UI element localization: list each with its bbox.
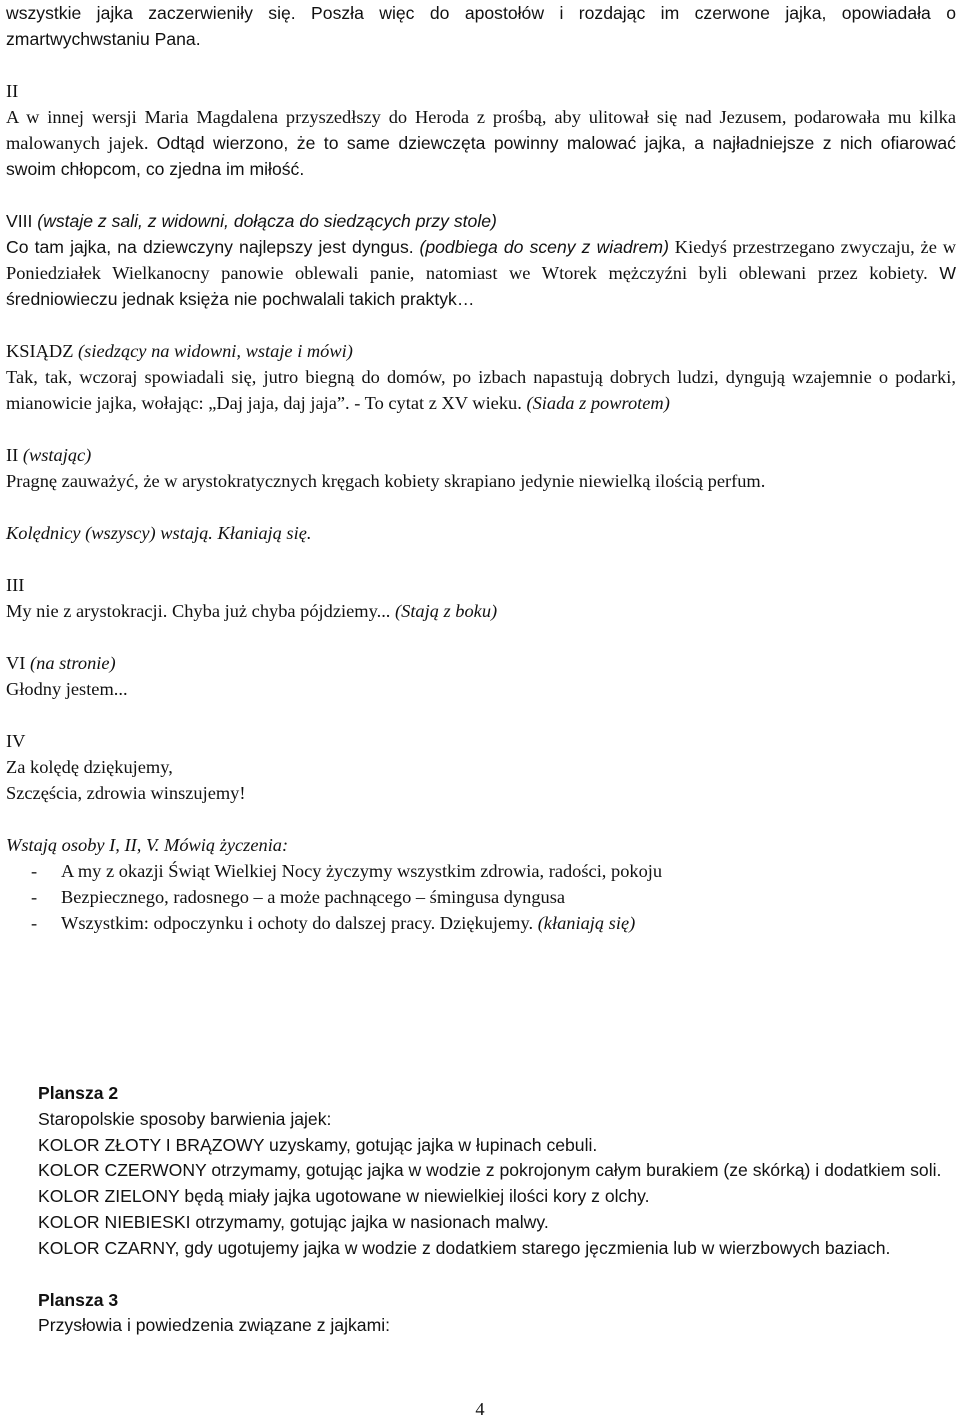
stage-direction: (Stają z boku)	[395, 601, 498, 621]
stage-direction-wstaja: Wstają osoby I, II, V. Mówią życzenia:	[6, 835, 289, 855]
wish-dash: -	[31, 861, 38, 881]
plansze-section	[38, 1081, 956, 1339]
color-item: KOLOR CZERWONY otrzymamy, gotując jajka w wodzie z pokrojonym całym burakiem (ze skórką) i dodatkiem soli.	[38, 1160, 942, 1181]
dialogue-text: My nie z arystokracji. Chyba już chyba pójdziemy... (Stają z boku)	[6, 601, 498, 621]
color-item: KOLOR CZARNY, gdy ugotujemy jajka w wodzie z dodatkiem starego jęczmienia lub w wierzbowych baziach.	[38, 1237, 891, 1258]
speaker-label: III	[6, 575, 25, 595]
speaker-label: VIII	[6, 211, 33, 231]
speaker-line	[6, 650, 956, 676]
dialogue-text: Tak, tak, wczoraj spowiadali się, jutro biegną do domów, po izbach napastują dobrych ludzi, dyngują wzajemnie o podarki, mianowicie jajka, wołając: „Daj jaja, daj jaja”. - To cytat z XV wieku. (Siada z powrotem)	[6, 367, 956, 413]
stage-direction: (podbiega do sceny z wiadrem)	[419, 237, 669, 257]
color-item: KOLOR ZIELONY będą miały jajka ugotowane w niewielkiej ilości kory z olchy.	[38, 1186, 650, 1207]
dialogue-text: A w innej wersji Maria Magdalena przyszedłszy do Heroda z prośbą, aby ulitował się nad Jezusem, podarowała mu kilka malowanych jajek. Odtąd wierzono, że to same dziewczęta powinny malować jajka, a najładniejsze z nich ofiarować swoim chłopcom, co zjedna im miłość.	[6, 107, 956, 179]
verse-line: Za kolędę dziękujemy,	[6, 757, 173, 777]
speaker-label: KSIĄDZ	[6, 341, 74, 361]
speaker-line	[6, 442, 956, 468]
stage-direction: (siedzący na widowni, wstaje i mówi)	[78, 341, 353, 361]
scene-ii-second	[6, 442, 956, 494]
dialogue-text: Co tam jajka, na dziewczyny najlepszy jest dyngus. (podbiega do sceny z wiadrem) Kiedyś przestrzegano zwyczaju, że w Poniedziałek Wielkanocny panowie oblewali panie, natomiast we Wtorek mężczyźni byli oblewani przez kobiety. W średniowieczu jednak księża nie pochwalali takich praktyk…	[6, 237, 956, 309]
speaker-label: II	[6, 445, 19, 465]
scene-viii	[6, 208, 956, 312]
scene-vi	[6, 650, 956, 702]
scene-ksiadz	[6, 338, 956, 416]
stage-direction-kolednicy: Kolędnicy (wszyscy) wstają. Kłaniają się.	[6, 523, 312, 543]
stage-direction: (wstaje z sali, z widowni, dołącza do siedzących przy stole)	[37, 211, 497, 231]
wish-text: Bezpiecznego, radosnego – a może pachnącego – śmingusa dyngusa	[61, 887, 566, 907]
speaker-label: IV	[6, 731, 26, 751]
plansza-3	[38, 1288, 956, 1340]
plansza-title: Plansza 2	[38, 1083, 119, 1103]
wish-item	[6, 884, 956, 910]
intro-text: wszystkie jajka zaczerwieniły się. Poszła więc do apostołów i rozdając im czerwone jajka, opowiadała o zmartwychwstaniu Pana.	[6, 3, 956, 49]
dialogue-text: Pragnę zauważyć, że w arystokratycznych kręgach kobiety skrapiano jedynie niewielką ilością perfum.	[6, 471, 766, 491]
wish-text: Wszystkim: odpoczynku i ochoty do dalszej pracy. Dziękujemy. (kłaniają się)	[61, 913, 636, 933]
stage-direction: (na stronie)	[30, 653, 116, 673]
stage-direction: (kłaniają się)	[537, 913, 636, 933]
plansza-intro: Staropolskie sposoby barwienia jajek:	[38, 1108, 332, 1129]
color-item: KOLOR NIEBIESKI otrzymamy, gotując jajka w nasionach malwy.	[38, 1211, 549, 1232]
scene-ii-first	[6, 78, 956, 182]
wish-dash: -	[31, 887, 38, 907]
speaker-label: II	[6, 81, 19, 101]
dialogue-text: Głodny jestem...	[6, 679, 128, 699]
speaker-line	[6, 338, 956, 364]
stage-direction: (Siada z powrotem)	[526, 393, 670, 413]
wish-item	[6, 910, 956, 936]
plansza-2	[38, 1081, 956, 1262]
intro-paragraph	[6, 0, 956, 52]
speaker-line	[6, 208, 956, 234]
wishes-list	[6, 858, 956, 936]
stage-direction: (wstając)	[22, 445, 92, 465]
wish-dash: -	[31, 913, 38, 933]
color-item: KOLOR ZŁOTY I BRĄZOWY uzyskamy, gotując jajka w łupinach cebuli.	[38, 1134, 598, 1155]
scene-iii	[6, 572, 956, 624]
document-body	[6, 0, 956, 936]
wish-item	[6, 858, 956, 884]
plansza-title: Plansza 3	[38, 1289, 119, 1310]
speaker-label: VI	[6, 653, 26, 673]
scene-iv	[6, 728, 956, 806]
wish-text: A my z okazji Świąt Wielkiej Nocy życzymy wszystkim zdrowia, radości, pokoju	[61, 861, 663, 881]
plansza-intro: Przysłowia i powiedzenia związane z jajkami:	[38, 1315, 391, 1336]
verse-line: Szczęścia, zdrowia winszujemy!	[6, 783, 246, 803]
page-number: 4	[475, 1399, 485, 1419]
